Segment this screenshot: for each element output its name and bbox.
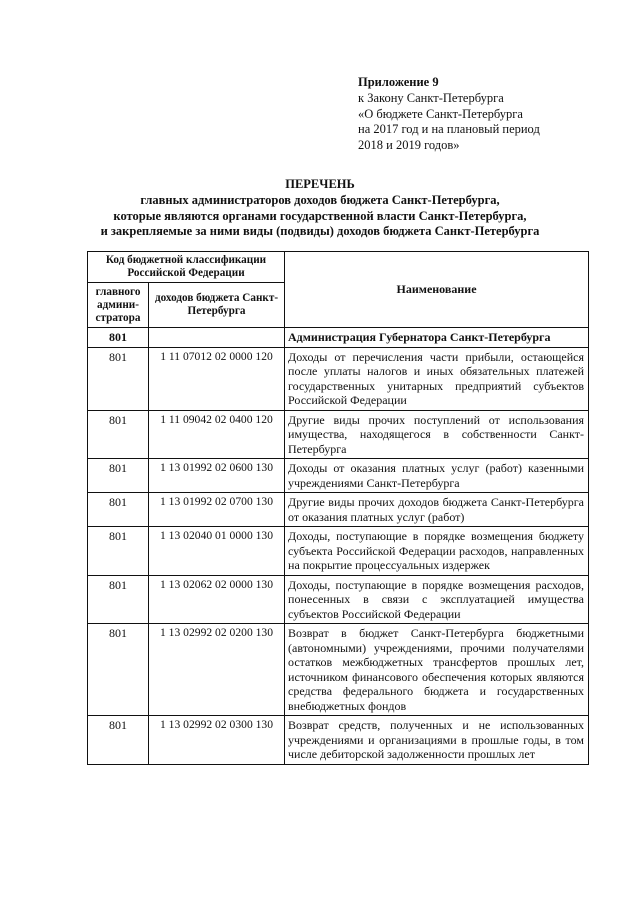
table-row	[88, 493, 589, 527]
cell-admin-code: 801	[88, 347, 149, 410]
cell-admin-code: 801	[88, 575, 149, 624]
cell-name: Возврат средств, полученных и не использованных учреждениями и организациями в прошлые годы, в том числе дебиторской задолженности прошлых лет	[285, 716, 589, 765]
document-title	[60, 177, 580, 240]
cell-name: Возврат в бюджет Санкт-Петербурга бюджетными (автономными) учреждениями, прочими получателями остатков межбюджетных трансфертов прошлых лет, источником финансового обеспечения которых являются средства федерального бюджета и государственных внебюджетных фондов	[285, 624, 589, 716]
cell-admin-code: 801	[88, 328, 149, 348]
appendix-number: Приложение 9	[358, 75, 439, 89]
table-row	[88, 716, 589, 765]
header-name: Наименование	[285, 252, 589, 328]
table-body	[88, 252, 589, 765]
cell-revenue-code: 1 13 01992 02 0700 130	[149, 493, 285, 527]
cell-name: Доходы от оказания платных услуг (работ) казенными учреждениями Санкт-Петербурга	[285, 459, 589, 493]
revenue-table	[87, 251, 589, 765]
cell-admin-code: 801	[88, 624, 149, 716]
cell-revenue-code: 1 11 09042 02 0400 120	[149, 410, 285, 459]
cell-revenue-code: 1 13 01992 02 0600 130	[149, 459, 285, 493]
table-row	[88, 347, 589, 410]
title-line: которые являются органами государственной власти Санкт-Петербурга,	[113, 208, 527, 223]
header-admin: главного админи-стратора	[88, 283, 149, 328]
title-line: главных администраторов доходов бюджета Санкт-Петербурга,	[140, 192, 500, 207]
cell-revenue-code: 1 11 07012 02 0000 120	[149, 347, 285, 410]
cell-revenue-code: 1 13 02992 02 0200 130	[149, 624, 285, 716]
cell-admin-code: 801	[88, 716, 149, 765]
cell-admin-code: 801	[88, 493, 149, 527]
table-row	[88, 624, 589, 716]
appendix-reference	[358, 75, 540, 154]
table-row	[88, 459, 589, 493]
cell-admin-code: 801	[88, 410, 149, 459]
header-group-classification: Код бюджетной классификации Российской Федерации	[88, 252, 285, 283]
cell-name: Другие виды прочих поступлений от использования имущества, находящегося в собственности Санкт-Петербурга	[285, 410, 589, 459]
table-header-row	[88, 252, 589, 283]
table-row	[88, 410, 589, 459]
cell-admin-code: 801	[88, 459, 149, 493]
appendix-line: «О бюджете Санкт-Петербурга	[358, 106, 523, 121]
appendix-line: к Закону Санкт-Петербурга	[358, 90, 504, 105]
cell-revenue-code: 1 13 02040 01 0000 130	[149, 527, 285, 576]
cell-name: Доходы, поступающие в порядке возмещения бюджету субъекта Российской Федерации расходов, направленных на покрытие процессуальных издержек	[285, 527, 589, 576]
appendix-line: 2018 и 2019 годов»	[358, 138, 460, 153]
cell-admin-code: 801	[88, 527, 149, 576]
appendix-line: на 2017 год и на плановый период	[358, 122, 540, 137]
title-line: и закрепляемые за ними виды (подвиды) доходов бюджета Санкт-Петербурга	[100, 224, 540, 239]
cell-revenue-code: 1 13 02062 02 0000 130	[149, 575, 285, 624]
cell-name: Администрация Губернатора Санкт-Петербурга	[285, 328, 589, 348]
table-row	[88, 328, 589, 348]
cell-revenue-code: 1 13 02992 02 0300 130	[149, 716, 285, 765]
table-row	[88, 575, 589, 624]
table-row	[88, 527, 589, 576]
header-code: доходов бюджета Санкт-Петербурга	[149, 283, 285, 328]
title-heading: ПЕРЕЧЕНЬ	[285, 177, 355, 191]
cell-name: Другие виды прочих доходов бюджета Санкт-Петербурга от оказания платных услуг (работ)	[285, 493, 589, 527]
cell-name: Доходы, поступающие в порядке возмещения расходов, понесенных в связи с эксплуатацией имущества субъектов Российской Федерации	[285, 575, 589, 624]
cell-name: Доходы от перечисления части прибыли, остающейся после уплаты налогов и иных обязательных платежей государственных унитарных предприятий субъектов Российской Федерации	[285, 347, 589, 410]
cell-revenue-code	[149, 328, 285, 348]
